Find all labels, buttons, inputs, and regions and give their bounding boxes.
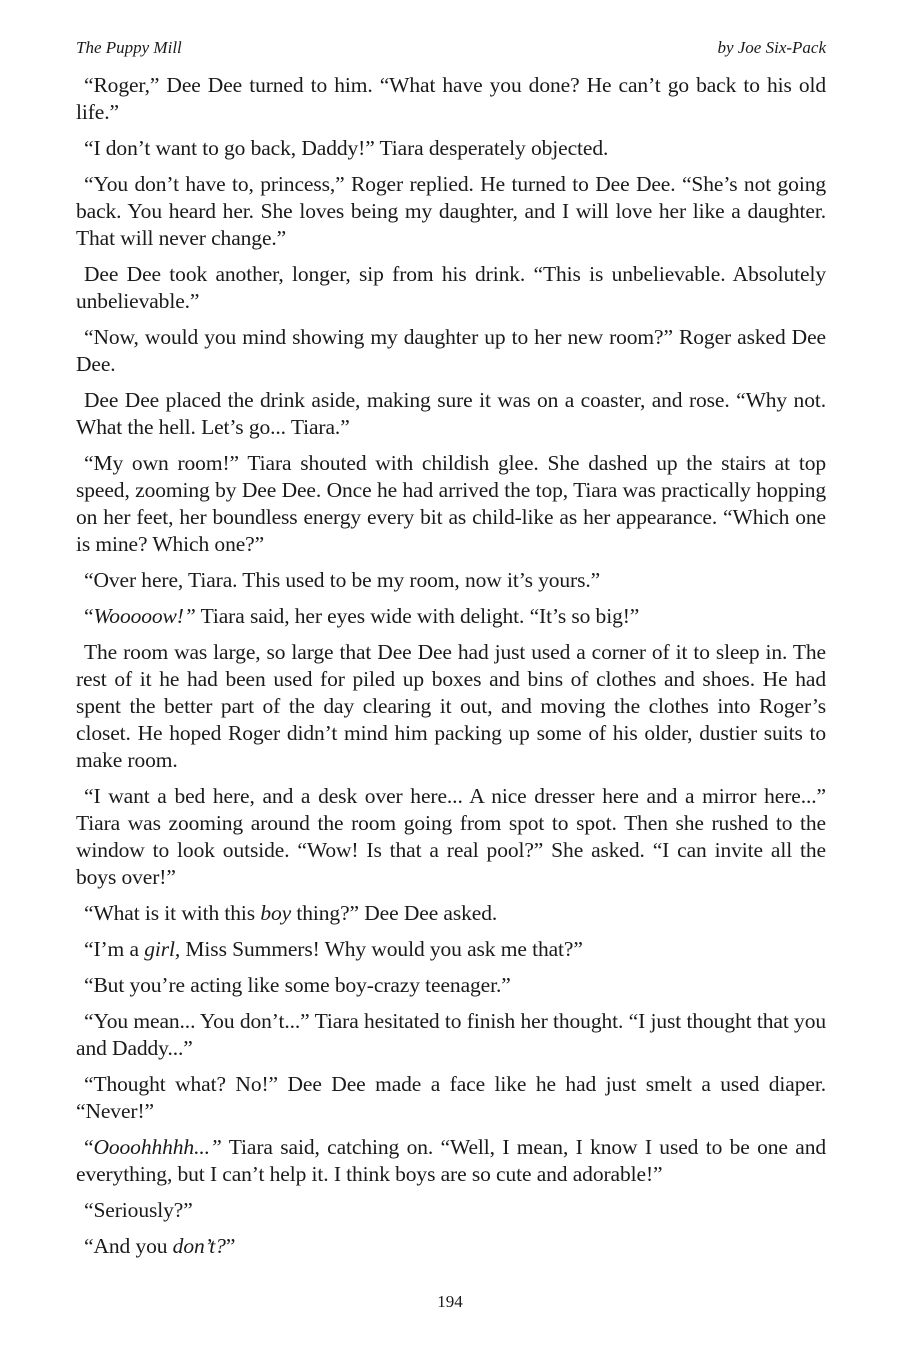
text-run: “I want a bed here, and a desk over here... A nice dresser here and a mirror here...” Tiara was zooming around the room going from spot to spot. Then she rushed to the window to look outside. “Wow! Is that a real pool?” She asked. “I can invite all the boys over!” <box>76 784 826 889</box>
paragraph <box>76 1197 826 1224</box>
text-run: “My own room!” Tiara shouted with childish glee. She dashed up the stairs at top speed, zooming by Dee Dee. Once he had arrived the top, Tiara was practically hopping on her feet, her boundless energy every bit as child-like as her appearance. “Which one is mine? Which one?” <box>76 451 826 556</box>
paragraph <box>76 603 826 630</box>
paragraph <box>76 936 826 963</box>
text-run: “You don’t have to, princess,” Roger replied. He turned to Dee Dee. “She’s not going back. You heard her. She loves being my daughter, and I will love her like a daughter. That will never change.” <box>76 172 826 250</box>
text-run: “Over here, Tiara. This used to be my room, now it’s yours.” <box>84 568 601 592</box>
text-run: Dee Dee placed the drink aside, making sure it was on a coaster, and rose. “Why not. What the hell. Let’s go... Tiara.” <box>76 388 826 439</box>
text-run: “You mean... You don’t...” Tiara hesitated to finish her thought. “I just thought that you and Daddy...” <box>76 1009 826 1060</box>
text-run: Tiara said, her eyes wide with delight. “It’s so big!” <box>195 604 640 628</box>
paragraph <box>76 450 826 558</box>
text-run: “I’m a <box>84 937 145 961</box>
text-run: “I don’t want to go back, Daddy!” Tiara desperately objected. <box>84 136 609 160</box>
text-run: ” <box>225 1234 236 1258</box>
paragraph <box>76 261 826 315</box>
paragraph <box>76 1134 826 1188</box>
text-run: “What is it with this <box>84 901 261 925</box>
paragraph <box>76 72 826 126</box>
text-run: “But you’re acting like some boy-crazy teenager.” <box>84 973 511 997</box>
paragraph <box>76 171 826 252</box>
italic-text: boy <box>260 901 292 925</box>
text-run: “And you <box>84 1234 173 1258</box>
paragraph <box>76 972 826 999</box>
italic-text: Wooooow!” <box>93 604 196 628</box>
italic-text: don’t? <box>172 1234 226 1258</box>
paragraph <box>76 900 826 927</box>
running-header <box>76 38 826 58</box>
paragraph <box>76 567 826 594</box>
body-text <box>76 72 826 1260</box>
text-run: “ <box>84 1135 94 1159</box>
author-credit: by Joe Six-Pack <box>717 38 826 57</box>
text-run: Miss Summers! Why would you ask me that?” <box>180 937 583 961</box>
book-title: The Puppy Mill <box>76 38 182 57</box>
text-run: “Seriously?” <box>84 1198 193 1222</box>
paragraph <box>76 783 826 891</box>
text-run: Tiara said, catching on. “Well, I mean, I know I used to be one and everything, but I can’t help it. I think boys are so cute and adorable!” <box>76 1135 826 1186</box>
paragraph <box>76 639 826 774</box>
text-run: The room was large, so large that Dee Dee had just used a corner of it to sleep in. The rest of it he had been used for piled up boxes and bins of clothes and shoes. He had spent the better part of the day clearing it out, and moving the clothes into Roger’s closet. He hoped Roger didn’t mind him packing up some of his older, dustier suits to make room. <box>76 640 826 772</box>
paragraph <box>76 1071 826 1125</box>
page-number: 194 <box>437 1292 463 1311</box>
text-run: “Roger,” Dee Dee turned to him. “What have you done? He can’t go back to his old life.” <box>76 73 826 124</box>
paragraph <box>76 1008 826 1062</box>
paragraph <box>76 135 826 162</box>
italic-text: Oooohhhhh...” <box>93 1135 222 1159</box>
paragraph <box>76 324 826 378</box>
text-run: Dee Dee took another, longer, sip from his drink. “This is unbelievable. Absolutely unbelievable.” <box>76 262 826 313</box>
paragraph <box>76 387 826 441</box>
text-run: “Now, would you mind showing my daughter up to her new room?” Roger asked Dee Dee. <box>76 325 826 376</box>
text-run: “Thought what? No!” Dee Dee made a face like he had just smelt a used diaper. “Never!” <box>76 1072 826 1123</box>
paragraph <box>76 1233 826 1260</box>
italic-text: girl, <box>144 937 181 961</box>
text-run: “ <box>84 604 94 628</box>
text-run: thing?” Dee Dee asked. <box>291 901 498 925</box>
